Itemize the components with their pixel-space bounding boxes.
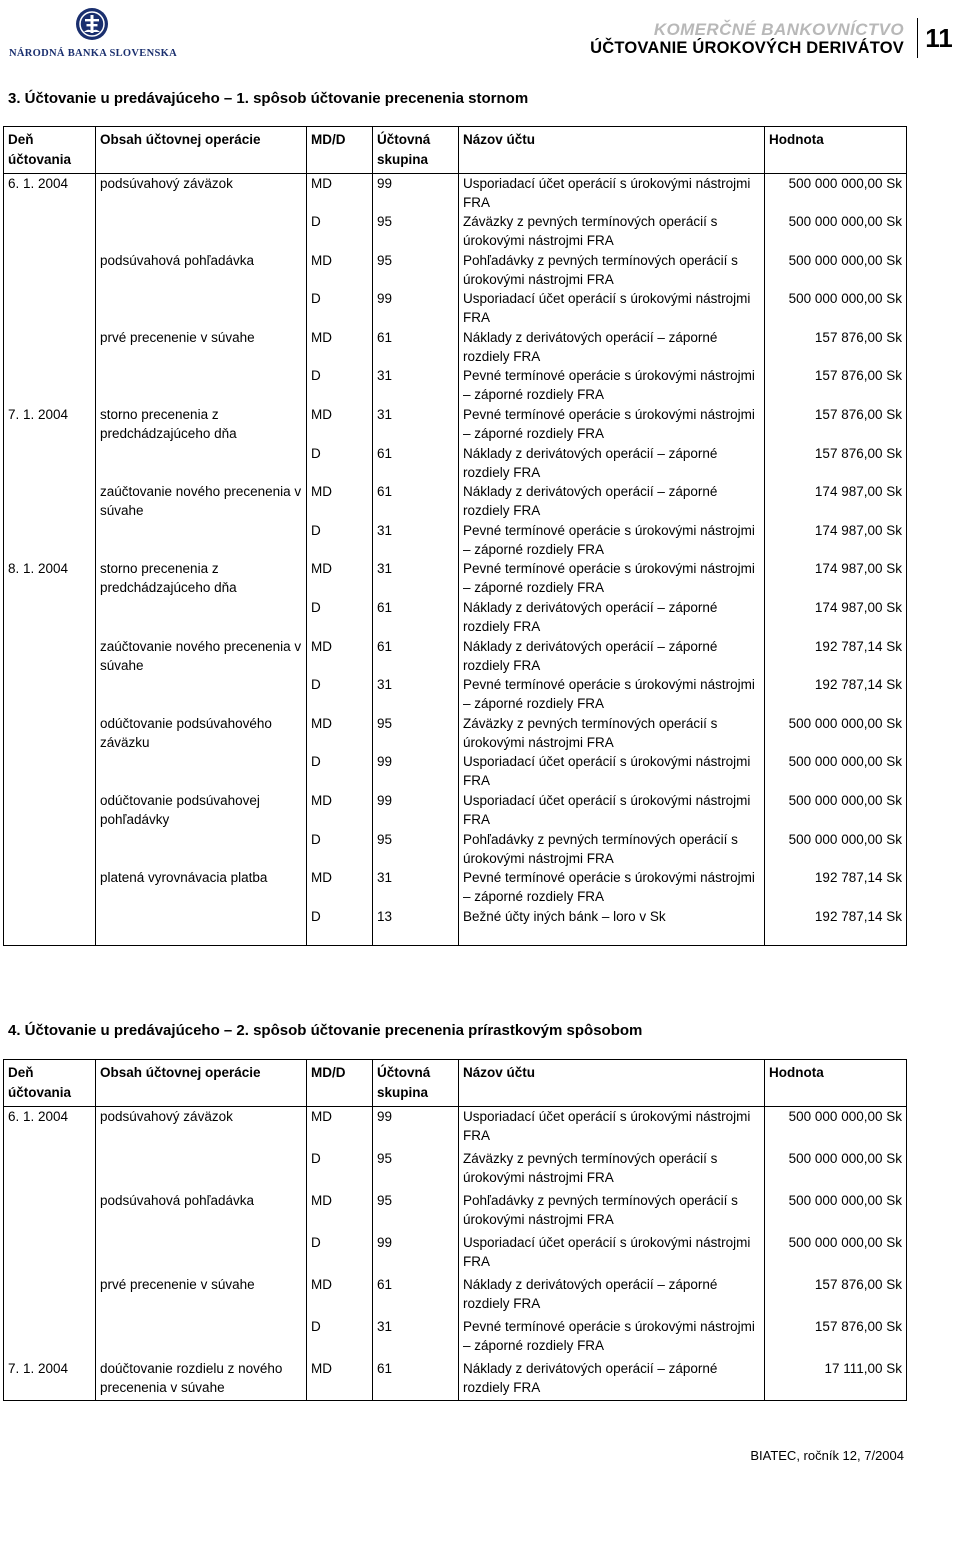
section3-table [3, 126, 907, 946]
table-row [4, 1275, 907, 1317]
account-name-cell: Bežné účty iných bánk – loro v Sk [459, 907, 765, 946]
date-cell: 8. 1. 2004 [4, 559, 96, 598]
table-row [4, 212, 907, 251]
section4-table [3, 1059, 907, 1401]
operation-cell: doúčtovanie rozdielu z nového precenenia v súvahe [96, 1359, 307, 1401]
operation-cell: platená vyrovnávacia platba [96, 868, 307, 907]
operation-cell: podsúvahový záväzok [96, 174, 307, 213]
group-cell: 61 [373, 1359, 459, 1401]
group-cell: 95 [373, 1149, 459, 1191]
md-d-cell: MD [307, 714, 373, 753]
value-cell: 17 111,00 Sk [765, 1359, 907, 1401]
date-cell [4, 598, 96, 637]
md-d-cell: D [307, 1233, 373, 1275]
table-row [4, 328, 907, 367]
value-cell: 500 000 000,00 Sk [765, 1149, 907, 1191]
page-header [0, 0, 960, 72]
account-name-cell: Pevné termínové operácie s úrokovými nástrojmi – záporné rozdiely FRA [459, 405, 765, 444]
operation-cell [96, 1233, 307, 1275]
group-cell: 99 [373, 289, 459, 328]
value-cell: 174 987,00 Sk [765, 482, 907, 521]
date-cell [4, 791, 96, 830]
table-row [4, 830, 907, 869]
account-name-cell: Pevné termínové operácie s úrokovými nástrojmi – záporné rozdiely FRA [459, 1317, 765, 1359]
md-d-cell: D [307, 752, 373, 791]
md-d-cell: D [307, 1149, 373, 1191]
account-name-cell: Náklady z derivátových operácií – záporné rozdiely FRA [459, 598, 765, 637]
md-d-cell: MD [307, 482, 373, 521]
col-header-operation: Obsah účtovnej operácie [96, 1060, 307, 1107]
group-cell: 31 [373, 366, 459, 405]
md-d-cell: MD [307, 1359, 373, 1401]
account-name-cell: Pevné termínové operácie s úrokovými nástrojmi – záporné rozdiely FRA [459, 675, 765, 714]
value-cell: 500 000 000,00 Sk [765, 714, 907, 753]
group-cell: 61 [373, 328, 459, 367]
col-header-account-name: Názov účtu [459, 1060, 765, 1107]
group-cell: 61 [373, 444, 459, 483]
account-name-cell: Pevné termínové operácie s úrokovými nástrojmi – záporné rozdiely FRA [459, 559, 765, 598]
table-row [4, 521, 907, 560]
operation-cell: zaúčtovanie nového precenenia v súvahe [96, 482, 307, 521]
table-row [4, 444, 907, 483]
md-d-cell: MD [307, 868, 373, 907]
value-cell: 192 787,14 Sk [765, 675, 907, 714]
date-cell [4, 675, 96, 714]
account-name-cell: Záväzky z pevných termínových operácií s úrokovými nástrojmi FRA [459, 1149, 765, 1191]
date-cell [4, 1149, 96, 1191]
date-cell [4, 752, 96, 791]
account-name-cell: Náklady z derivátových operácií – záporné rozdiely FRA [459, 328, 765, 367]
value-cell: 500 000 000,00 Sk [765, 174, 907, 213]
md-d-cell: D [307, 598, 373, 637]
md-d-cell: D [307, 907, 373, 946]
date-cell [4, 1191, 96, 1233]
operation-cell [96, 289, 307, 328]
table-row [4, 1359, 907, 1401]
table-row [4, 1233, 907, 1275]
table-row [4, 1107, 907, 1149]
value-cell: 500 000 000,00 Sk [765, 1233, 907, 1275]
group-cell: 95 [373, 251, 459, 290]
account-name-cell: Usporiadací účet operácií s úrokovými nástrojmi FRA [459, 791, 765, 830]
value-cell: 500 000 000,00 Sk [765, 830, 907, 869]
table-row [4, 482, 907, 521]
operation-cell [96, 1149, 307, 1191]
page-footer: BIATEC, ročník 12, 7/2004 [750, 1448, 904, 1463]
nbs-logo [8, 6, 178, 64]
account-name-cell: Záväzky z pevných termínových operácií s úrokovými nástrojmi FRA [459, 212, 765, 251]
col-header-account-name: Názov účtu [459, 127, 765, 174]
page-number: 11 [917, 18, 960, 58]
group-cell: 95 [373, 1191, 459, 1233]
group-cell: 31 [373, 868, 459, 907]
table-row [4, 675, 907, 714]
account-name-cell: Pevné termínové operácie s úrokovými nástrojmi – záporné rozdiely FRA [459, 868, 765, 907]
account-name-cell: Usporiadací účet operácií s úrokovými nástrojmi FRA [459, 1233, 765, 1275]
col-header-md-d: MD/D [307, 127, 373, 174]
group-cell: 61 [373, 482, 459, 521]
group-cell: 31 [373, 1317, 459, 1359]
account-name-cell: Pohľadávky z pevných termínových operácií s úrokovými nástrojmi FRA [459, 1191, 765, 1233]
md-d-cell: D [307, 675, 373, 714]
value-cell: 174 987,00 Sk [765, 598, 907, 637]
account-name-cell: Usporiadací účet operácií s úrokovými nástrojmi FRA [459, 1107, 765, 1149]
md-d-cell: MD [307, 251, 373, 290]
date-cell [4, 868, 96, 907]
col-header-date: Deň účtovania [4, 1060, 96, 1107]
value-cell: 157 876,00 Sk [765, 1275, 907, 1317]
operation-cell [96, 598, 307, 637]
group-cell: 31 [373, 521, 459, 560]
operation-cell [96, 521, 307, 560]
account-name-cell: Usporiadací účet operácií s úrokovými nástrojmi FRA [459, 289, 765, 328]
account-name-cell: Pevné termínové operácie s úrokovými nástrojmi – záporné rozdiely FRA [459, 366, 765, 405]
date-cell [4, 482, 96, 521]
md-d-cell: D [307, 521, 373, 560]
group-cell: 99 [373, 1233, 459, 1275]
nbs-emblem-icon [72, 6, 112, 42]
date-cell [4, 907, 96, 946]
col-header-date: Deň účtovania [4, 127, 96, 174]
table-row [4, 289, 907, 328]
table-row [4, 637, 907, 676]
table-row [4, 405, 907, 444]
operation-cell: odúčtovanie podsúvahového záväzku [96, 714, 307, 753]
value-cell: 500 000 000,00 Sk [765, 1107, 907, 1149]
value-cell: 500 000 000,00 Sk [765, 212, 907, 251]
section-supertitle: KOMERČNÉ BANKOVNÍCTVO [653, 20, 904, 39]
account-name-cell: Náklady z derivátových operácií – záporné rozdiely FRA [459, 444, 765, 483]
date-cell [4, 328, 96, 367]
value-cell: 500 000 000,00 Sk [765, 752, 907, 791]
date-cell: 7. 1. 2004 [4, 1359, 96, 1401]
operation-cell: prvé precenenie v súvahe [96, 1275, 307, 1317]
group-cell: 61 [373, 598, 459, 637]
operation-cell: odúčtovanie podsúvahovej pohľadávky [96, 791, 307, 830]
value-cell: 157 876,00 Sk [765, 405, 907, 444]
account-name-cell: Náklady z derivátových operácií – záporné rozdiely FRA [459, 637, 765, 676]
value-cell: 500 000 000,00 Sk [765, 251, 907, 290]
operation-cell [96, 830, 307, 869]
md-d-cell: MD [307, 174, 373, 213]
md-d-cell: D [307, 1317, 373, 1359]
operation-cell [96, 212, 307, 251]
operation-cell [96, 907, 307, 946]
date-cell: 7. 1. 2004 [4, 405, 96, 444]
md-d-cell: MD [307, 405, 373, 444]
group-cell: 95 [373, 714, 459, 753]
operation-cell: podsúvahový záväzok [96, 1107, 307, 1149]
value-cell: 500 000 000,00 Sk [765, 791, 907, 830]
date-cell [4, 714, 96, 753]
operation-cell [96, 675, 307, 714]
table-row [4, 1191, 907, 1233]
group-cell: 13 [373, 907, 459, 946]
date-cell [4, 212, 96, 251]
table-row [4, 1149, 907, 1191]
date-cell [4, 637, 96, 676]
account-name-cell: Náklady z derivátových operácií – záporné rozdiely FRA [459, 1275, 765, 1317]
md-d-cell: D [307, 444, 373, 483]
group-cell: 99 [373, 752, 459, 791]
date-cell [4, 251, 96, 290]
table-row [4, 366, 907, 405]
col-header-group: Účtovná skupina [373, 1060, 459, 1107]
date-cell [4, 1233, 96, 1275]
md-d-cell: D [307, 212, 373, 251]
date-cell [4, 1275, 96, 1317]
account-name-cell: Usporiadací účet operácií s úrokovými nástrojmi FRA [459, 174, 765, 213]
group-cell: 99 [373, 791, 459, 830]
value-cell: 174 987,00 Sk [765, 559, 907, 598]
group-cell: 31 [373, 675, 459, 714]
col-header-value: Hodnota [765, 127, 907, 174]
md-d-cell: D [307, 366, 373, 405]
col-header-value: Hodnota [765, 1060, 907, 1107]
date-cell: 6. 1. 2004 [4, 1107, 96, 1149]
operation-cell [96, 366, 307, 405]
table-row [4, 251, 907, 290]
operation-cell: prvé precenenie v súvahe [96, 328, 307, 367]
table-row [4, 559, 907, 598]
table-row [4, 868, 907, 907]
table-row [4, 598, 907, 637]
group-cell: 99 [373, 174, 459, 213]
group-cell: 99 [373, 1107, 459, 1149]
md-d-cell: MD [307, 328, 373, 367]
group-cell: 61 [373, 1275, 459, 1317]
value-cell: 157 876,00 Sk [765, 444, 907, 483]
account-name-cell: Náklady z derivátových operácií – záporné rozdiely FRA [459, 1359, 765, 1401]
operation-cell: storno precenenia z predchádzajúceho dňa [96, 405, 307, 444]
md-d-cell: MD [307, 1275, 373, 1317]
date-cell [4, 521, 96, 560]
value-cell: 192 787,14 Sk [765, 868, 907, 907]
table-row [4, 714, 907, 753]
date-cell [4, 366, 96, 405]
operation-cell: podsúvahová pohľadávka [96, 251, 307, 290]
group-cell: 31 [373, 405, 459, 444]
table-row [4, 752, 907, 791]
value-cell: 157 876,00 Sk [765, 366, 907, 405]
col-header-group: Účtovná skupina [373, 127, 459, 174]
group-cell: 95 [373, 212, 459, 251]
account-name-cell: Pohľadávky z pevných termínových operácií s úrokovými nástrojmi FRA [459, 830, 765, 869]
operation-cell: zaúčtovanie nového precenenia v súvahe [96, 637, 307, 676]
md-d-cell: MD [307, 559, 373, 598]
md-d-cell: MD [307, 637, 373, 676]
date-cell: 6. 1. 2004 [4, 174, 96, 213]
value-cell: 157 876,00 Sk [765, 1317, 907, 1359]
section3-title: 3. Účtovanie u predávajúceho – 1. spôsob účtovanie precenenia stornom [8, 90, 529, 107]
value-cell: 192 787,14 Sk [765, 907, 907, 946]
group-cell: 95 [373, 830, 459, 869]
md-d-cell: MD [307, 1191, 373, 1233]
section4-title: 4. Účtovanie u predávajúceho – 2. spôsob účtovanie precenenia prírastkovým spôsobom [8, 1022, 643, 1039]
account-name-cell: Záväzky z pevných termínových operácií s úrokovými nástrojmi FRA [459, 714, 765, 753]
operation-cell: storno precenenia z predchádzajúceho dňa [96, 559, 307, 598]
account-name-cell: Náklady z derivátových operácií – záporné rozdiely FRA [459, 482, 765, 521]
value-cell: 500 000 000,00 Sk [765, 1191, 907, 1233]
date-cell [4, 1317, 96, 1359]
table-row [4, 907, 907, 946]
date-cell [4, 444, 96, 483]
operation-cell: podsúvahová pohľadávka [96, 1191, 307, 1233]
logo-text: NÁRODNÁ BANKA SLOVENSKA [9, 48, 177, 59]
col-header-md-d: MD/D [307, 1060, 373, 1107]
md-d-cell: D [307, 830, 373, 869]
value-cell: 192 787,14 Sk [765, 637, 907, 676]
md-d-cell: MD [307, 1107, 373, 1149]
operation-cell [96, 1317, 307, 1359]
md-d-cell: MD [307, 791, 373, 830]
date-cell [4, 289, 96, 328]
account-name-cell: Usporiadací účet operácií s úrokovými nástrojmi FRA [459, 752, 765, 791]
col-header-operation: Obsah účtovnej operácie [96, 127, 307, 174]
value-cell: 174 987,00 Sk [765, 521, 907, 560]
md-d-cell: D [307, 289, 373, 328]
group-cell: 31 [373, 559, 459, 598]
account-name-cell: Pohľadávky z pevných termínových operácií s úrokovými nástrojmi FRA [459, 251, 765, 290]
table-row [4, 1317, 907, 1359]
table-row [4, 174, 907, 213]
table-row [4, 791, 907, 830]
account-name-cell: Pevné termínové operácie s úrokovými nástrojmi – záporné rozdiely FRA [459, 521, 765, 560]
value-cell: 500 000 000,00 Sk [765, 289, 907, 328]
operation-cell [96, 752, 307, 791]
group-cell: 61 [373, 637, 459, 676]
section-title: ÚČTOVANIE ÚROKOVÝCH DERIVÁTOV [590, 39, 904, 57]
value-cell: 157 876,00 Sk [765, 328, 907, 367]
operation-cell [96, 444, 307, 483]
date-cell [4, 830, 96, 869]
